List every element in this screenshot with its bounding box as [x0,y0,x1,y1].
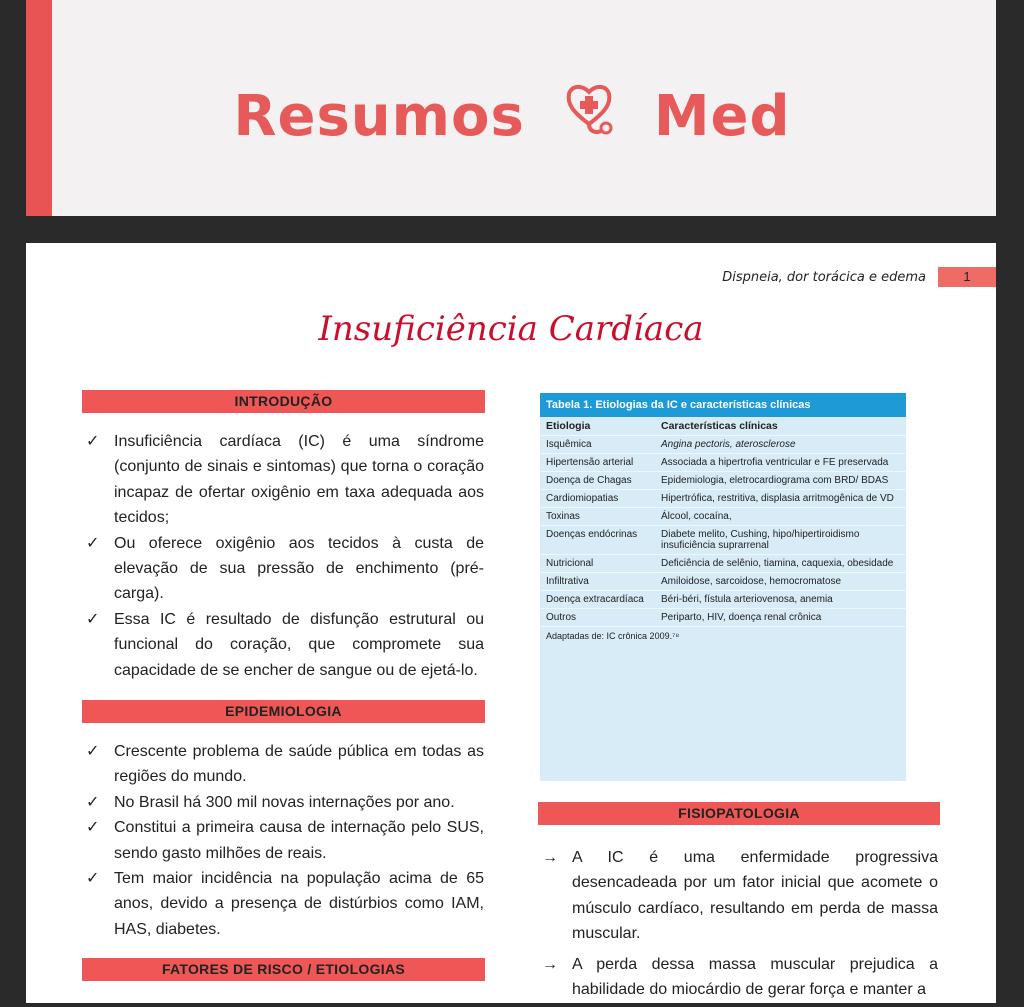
list-item: ✓ Insuficiência cardíaca (IC) é uma síndrome (conjunto de sinais e sintomas) que torna o coração incapaz de ofertar oxigênio em taxa adequada aos tecidos; [84,429,484,531]
table-cell: Diabete melito, Cushing, hipo/hipertiroidismo insuficiência suprarrenal [661,529,860,551]
table-cell: Outros [546,612,577,623]
check-icon: ✓ [86,433,100,450]
table-cell: Isquêmica [546,439,592,450]
list-item: ✓ Ou oferece oxigênio aos tecidos à custa de elevação de sua pressão de enchimento (pré-carga). [84,531,484,607]
list-item: → A IC é uma enfermidade progressiva desencadeada por um fator inicial que acomete o músculo cardíaco, resultando em perda de massa muscular. [540,845,938,947]
table-header-row [540,417,906,436]
table-cell: Infiltrativa [546,576,589,587]
check-icon: ✓ [86,610,100,628]
table-row [540,436,906,454]
table-row [540,508,906,526]
table-row [540,526,906,555]
document-page [26,243,996,1003]
table-header-caracteristicas: Características clínicas [661,420,778,432]
section-introducao-header: INTRODUÇÃO [82,390,485,413]
table-cell: Cardiomiopatias [546,493,619,504]
table-header-etiologia: Etiologia [546,420,591,432]
page-title: Insuficiência Cardíaca [318,309,704,349]
table-caption: Tabela 1. Etiologias da IC e características clínicas [540,393,906,417]
list-item: ✓ Essa IC é resultado de disfunção estrutural ou funcional do coração, que compromete sua capacidade de se encher de sangue ou de ejetá-lo. [84,607,484,683]
table-cell: Álcool, cocaína, [661,511,732,522]
arrow-right-icon: → [542,955,558,973]
section-fisiopatologia-header: FISIOPATOLOGIA [538,802,940,825]
list-item: ✓ Crescente problema de saúde pública em todas as regiões do mundo. [84,739,484,790]
table-row [540,555,906,573]
list-item: ✓ No Brasil há 300 mil novas internações por ano. [84,790,484,815]
table-row [540,454,906,472]
logo-right-text: Med [653,83,791,149]
table-cell: Angina pectoris, aterosclerose [661,439,796,450]
table-cell: Deficiência de selênio, tiamina, caquexia, obesidade [661,558,894,569]
table-row [540,609,906,627]
table-footnote: Adaptadas de: IC crônica 2009.⁷⁸ [546,631,680,641]
epidemiologia-list [84,739,484,942]
arrow-right-icon: → [542,849,558,866]
list-item: ✓ Constitui a primeira causa de internação pelo SUS, sendo gasto milhões de reais. [84,815,484,866]
logo [0,78,1024,154]
table-cell: Associada a hipertrofia ventricular e FE preservada [661,457,889,468]
etiologies-table [540,393,906,781]
table-cell: Béri-béri, fístula arteriovenosa, anemia [661,594,833,605]
table-cell: Epidemiologia, eletrocardiograma com BRD/ BDAS [661,475,889,486]
table-cell: Toxinas [546,511,580,522]
table-cell: Hipertrófica, restritiva, displasia arritmogênica de VD [661,493,894,504]
section-fatores-header: FATORES DE RISCO / ETIOLOGIAS [82,958,485,981]
check-icon: ✓ [86,819,100,837]
running-header: Dispneia, dor torácica e edema [722,270,926,285]
list-item: → A perda dessa massa muscular prejudica a habilidade do miocárdio de gerar força e manter a [540,952,938,1003]
table-row [540,591,906,609]
table-cell: Periparto, HIV, doença renal crônica [661,612,822,623]
table-cell: Doenças endócrinas [546,529,638,540]
table-cell: Nutricional [546,558,594,569]
check-icon: ✓ [86,743,100,760]
page-number: 1 [938,267,996,287]
logo-left-text: Resumos [233,83,525,149]
introducao-list [84,429,484,683]
table-cell: Hipertensão arterial [546,457,634,468]
check-icon: ✓ [86,870,100,888]
table-row [540,573,906,591]
table-row [540,490,906,508]
table-cell: Doença de Chagas [546,475,632,486]
table-row [540,472,906,490]
list-item: ✓ Tem maior incidência na população acima de 65 anos, devido a presença de distúrbios como IAM, HAS, diabetes. [84,866,484,942]
fisiopatologia-list [540,845,938,1007]
table-cell: Doença extracardíaca [546,594,644,605]
table-cell: Amiloidose, sarcoidose, hemocromatose [661,576,842,587]
check-icon: ✓ [86,793,100,811]
stethoscope-heart-icon [563,78,615,154]
check-icon: ✓ [86,534,100,552]
section-epidemiologia-header: EPIDEMIOLOGIA [82,700,485,723]
